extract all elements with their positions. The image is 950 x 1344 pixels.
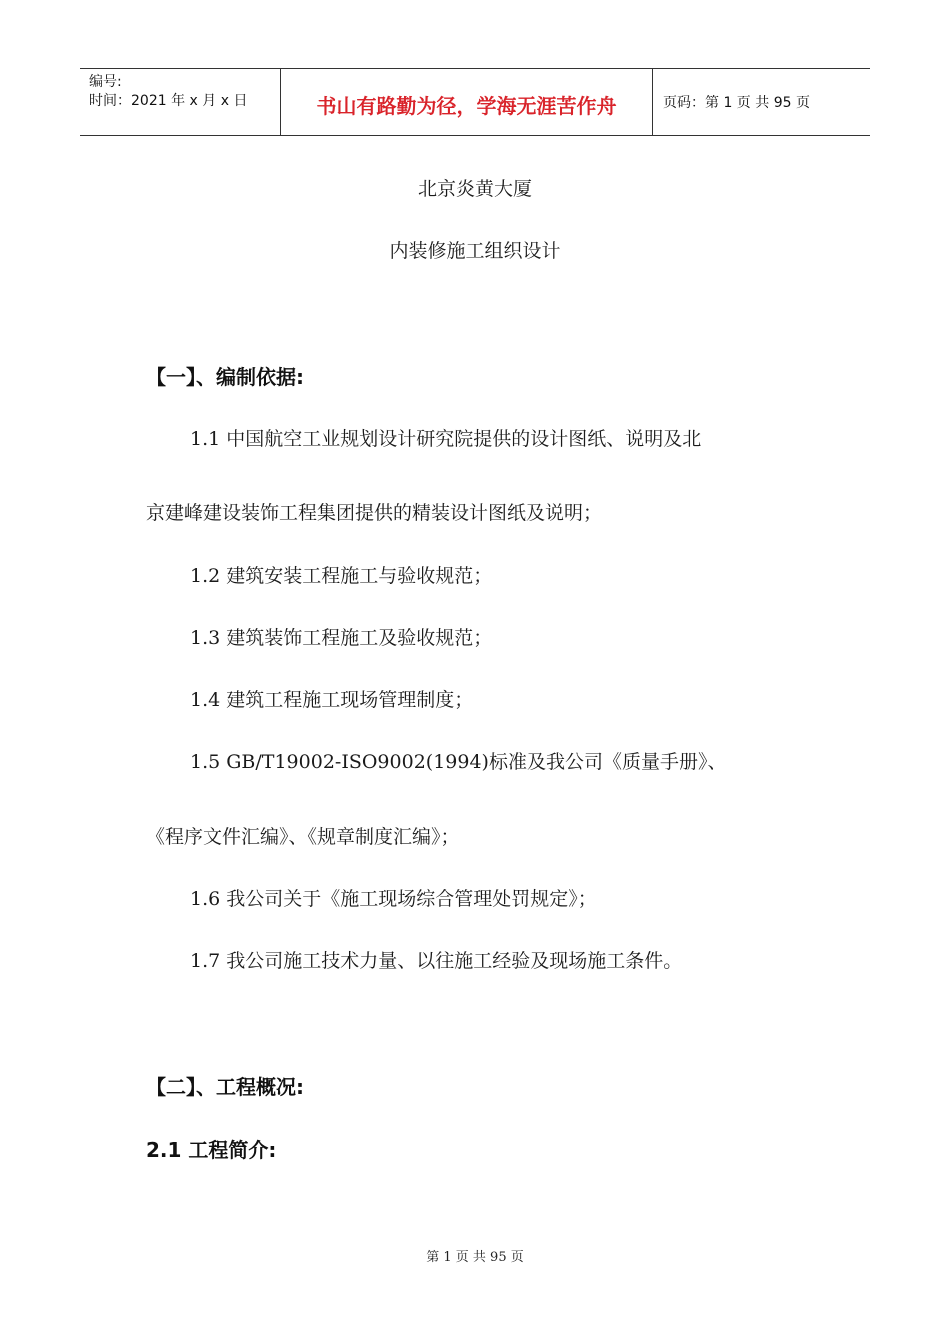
section2-heading: 【二】、工程概况: <box>146 1075 304 1099</box>
list-item: 《程序文件汇编》、《规章制度汇编》； <box>146 826 460 848</box>
header-motto: 书山有路勤为径，学海无涯苦作舟 <box>281 69 653 135</box>
subsection-heading: 2.1 工程简介: <box>146 1138 277 1162</box>
header-meta <box>80 69 281 135</box>
list-item: 京建峰建设装饰工程集团提供的精装设计图纸及说明； <box>146 502 603 524</box>
list-item: 1.6 我公司关于《施工现场综合管理处罚规定》； <box>190 888 597 910</box>
list-item: 1.3 建筑装饰工程施工及验收规范； <box>190 627 493 649</box>
list-item: 1.7 我公司施工技术力量、以往施工经验及现场施工条件。 <box>190 950 683 972</box>
list-item: 1.5 GB/T19002-ISO9002(1994)标准及我公司《质量手册》、 <box>190 751 727 773</box>
header-page-info: 页码：第 1 页 共 95 页 <box>663 95 810 111</box>
document-number-label: 编号: <box>89 74 122 90</box>
page-header <box>80 68 870 136</box>
list-item: 1.1 中国航空工业规划设计研究院提供的设计图纸、说明及北 <box>190 428 702 450</box>
document-date-label: 时间：2021 年 x 月 x 日 <box>89 93 248 109</box>
page-footer: 第 1 页 共 95 页 <box>426 1250 524 1265</box>
section1-heading: 【一】、编制依据: <box>146 365 304 389</box>
list-item: 1.4 建筑工程施工现场管理制度； <box>190 689 474 711</box>
document-title-line1: 北京炎黄大厦 <box>417 178 532 200</box>
list-item: 1.2 建筑安装工程施工与验收规范； <box>190 565 493 587</box>
document-title-line2: 内装修施工组织设计 <box>389 240 561 262</box>
